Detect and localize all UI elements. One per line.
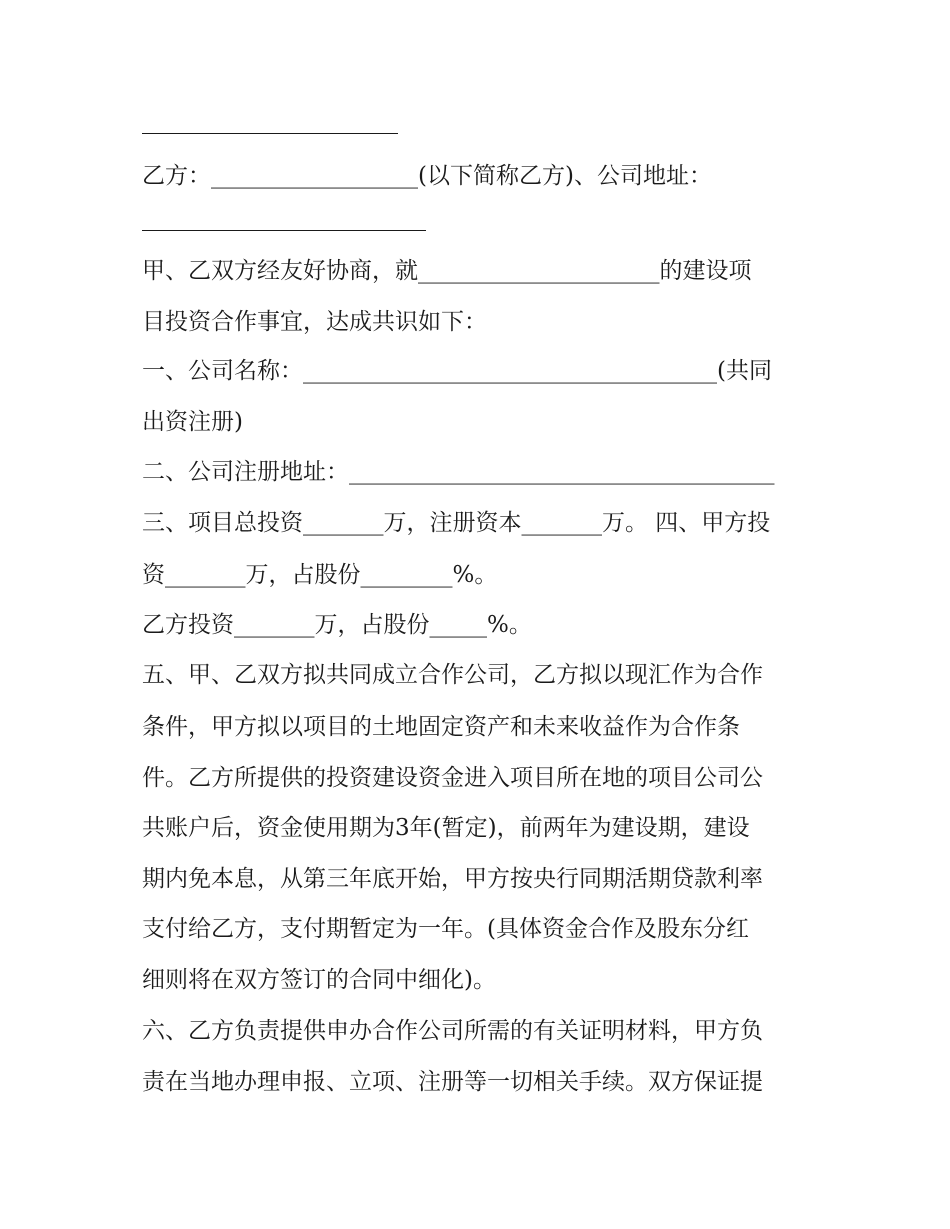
clause-3-line-1: 三、项目总投资_______万，注册资本_______万。 四、甲方投 <box>142 510 771 536</box>
clause-1-line-2: 出资注册) <box>142 409 243 435</box>
clause-5-line-5: 期内免本息，从第三年底开始，甲方按央行同期活期贷款利率 <box>142 866 763 892</box>
clause-5-line-4: 共账户后，资金使用期为3年(暂定)，前两年为建设期，建设 <box>142 815 750 841</box>
clause-5-line-2: 条件，甲方拟以项目的土地固定资产和未来收益作为合作条 <box>142 714 740 740</box>
party-b-line: 乙方：__________________(以下简称乙方)、公司地址： <box>142 163 712 189</box>
clause-1-line-1: 一、公司名称：____________________________________(共同 <box>142 358 772 384</box>
blank-line-top <box>142 133 398 134</box>
clause-5-line-3: 件。乙方所提供的投资建设资金进入项目所在地的项目公司公 <box>142 765 763 791</box>
clause-3-line-2: 资_______万，占股份________%。 <box>142 562 498 588</box>
blank-line-address <box>142 230 426 231</box>
clause-5-line-6: 支付给乙方，支付期暂定为一年。(具体资金合作及股东分红 <box>142 916 749 942</box>
clause-6-line-2: 责在当地办理申报、立项、注册等一切相关手续。双方保证提 <box>142 1069 763 1095</box>
clause-3-line-3: 乙方投资_______万，占股份_____%。 <box>142 612 532 638</box>
clause-6-line-1: 六、乙方负责提供申办合作公司所需的有关证明材料，甲方负 <box>142 1018 763 1044</box>
intro-line-2: 目投资合作事宜，达成共识如下： <box>142 309 487 335</box>
intro-line-1: 甲、乙双方经友好协商，就_____________________的建设项 <box>142 258 752 284</box>
clause-5-line-7: 细则将在双方签订的合同中细化)。 <box>142 967 496 993</box>
clause-2-line: 二、公司注册地址：_____________________________________ <box>142 459 775 485</box>
clause-5-line-1: 五、甲、乙双方拟共同成立合作公司，乙方拟以现汇作为合作 <box>142 662 763 688</box>
